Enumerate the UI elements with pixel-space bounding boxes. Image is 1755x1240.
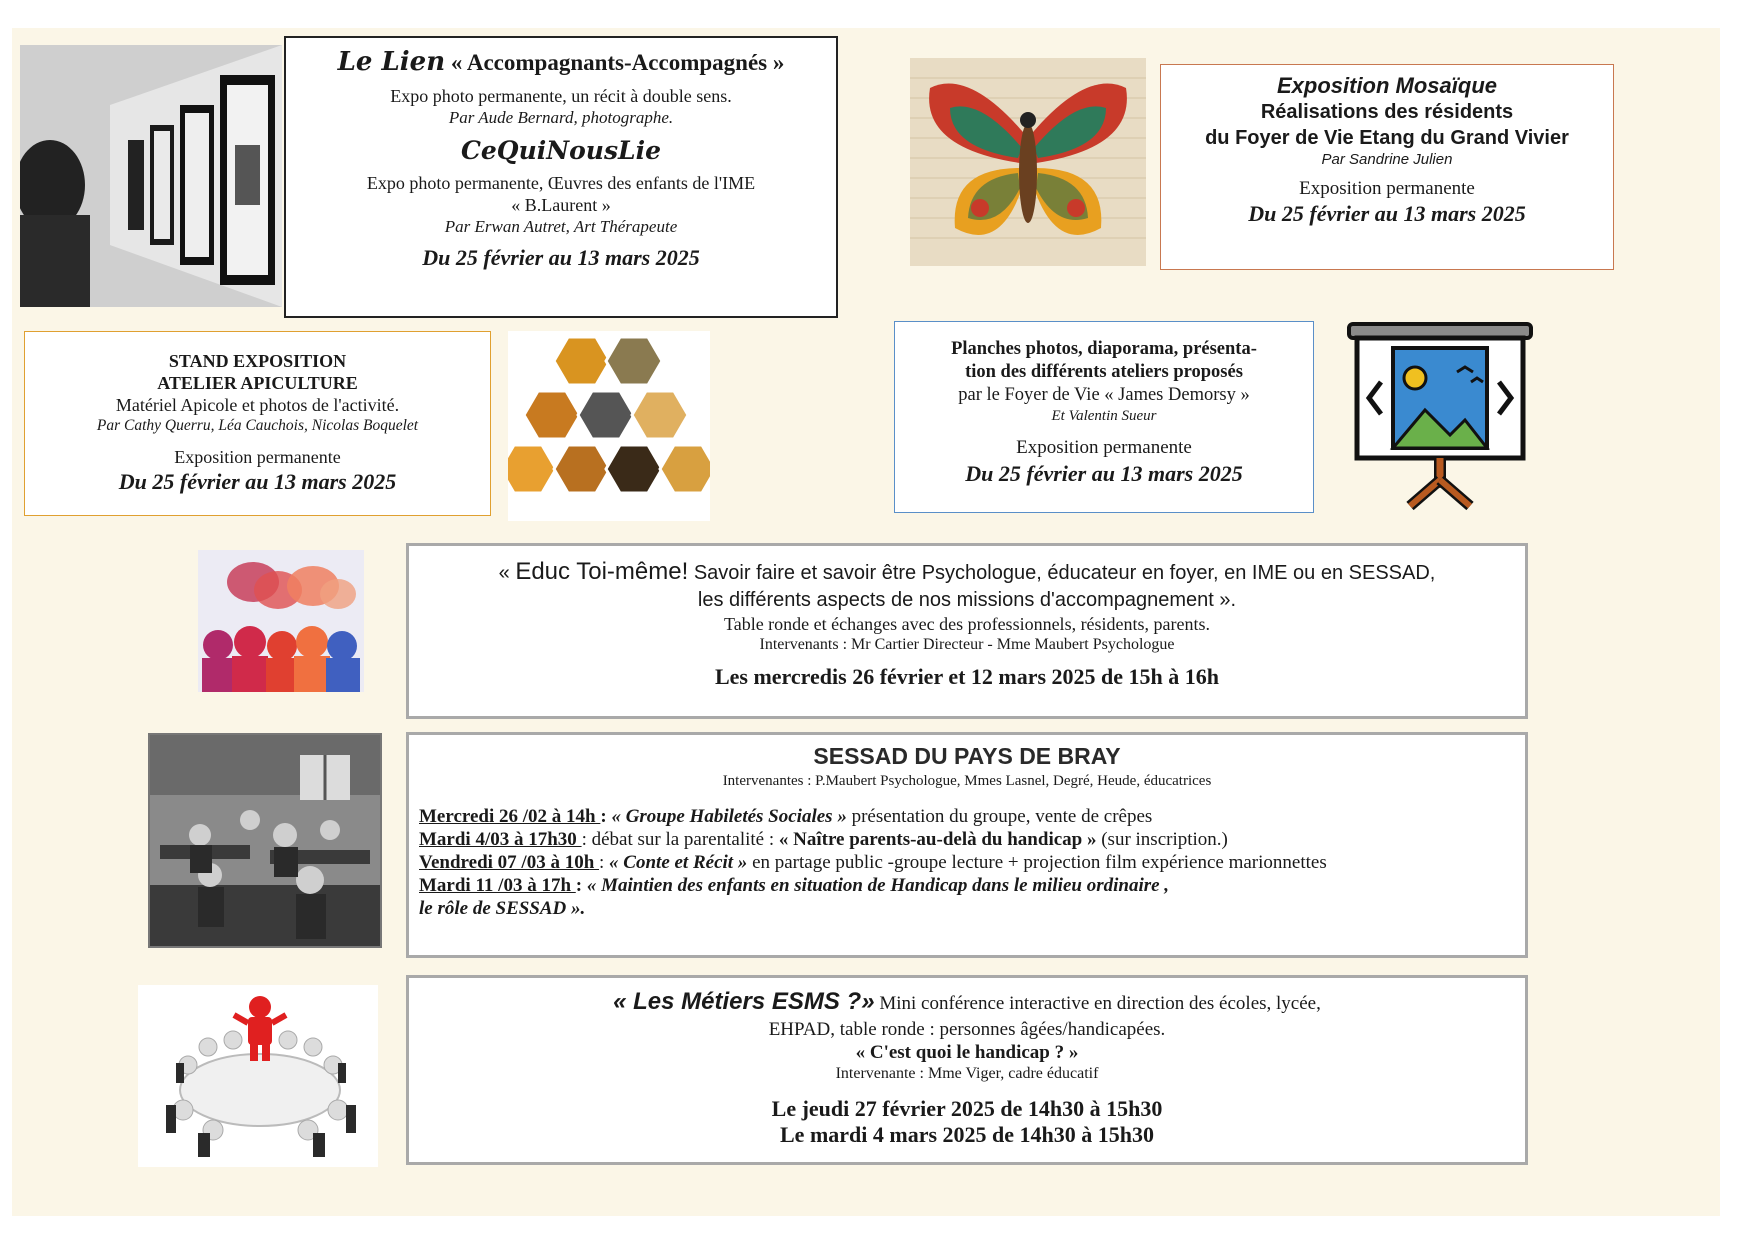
educ-line3: Table ronde et échanges avec des professionnels, résidents, parents. — [723, 614, 1211, 634]
sessad-row-4b: le rôle de SESSAD ». — [419, 898, 586, 919]
le-lien-dates: Du 25 février au 13 mars 2025 — [422, 245, 700, 270]
sessad-row-1: Mercredi 26 /02 à 14h : « Groupe Habiletés Sociales » présentation du groupe, vente de crêpes — [419, 806, 1153, 827]
stand-dates: Du 25 février au 13 mars 2025 — [118, 469, 397, 494]
planches-line3: par le Foyer de Vie « James Demorsy » — [958, 385, 1250, 405]
stand-line2: ATELIER APICULTURE — [157, 373, 358, 393]
stand-apiculture-box — [24, 331, 491, 516]
educ-dates: Les mercredis 26 février et 12 mars 2025 de 15h à 16h — [714, 664, 1220, 689]
sessad-title: SESSAD DU PAYS DE BRAY — [813, 743, 1121, 769]
mosaique-title: Exposition Mosaïque — [1276, 73, 1498, 98]
sessad-row-4: Mardi 11 /03 à 17h : « Maintien des enfants en situation de Handicap dans le milieu ordinaire , — [419, 875, 1170, 896]
sessad-row-3: Vendredi 07 /03 à 10h : « Conte et Récit » en partage public -groupe lecture + projection film expérience marionnettes — [419, 852, 1327, 873]
planches-author: Et Valentin Sueur — [1051, 408, 1157, 424]
cequinouslie-title: CeQuiNousLie — [460, 136, 661, 165]
mosaique-author: Par Sandrine Julien — [1321, 151, 1453, 168]
educ-heading-2: les différents aspects de nos missions d'accompagnement ». — [697, 589, 1237, 611]
sessad-schedule — [419, 805, 1515, 920]
metiers-esms-box — [406, 975, 1528, 1165]
mosaique-box — [1160, 64, 1614, 270]
planches-box — [894, 321, 1314, 513]
educ-toi-meme-box — [406, 543, 1528, 719]
planches-line2: tion des différents ateliers proposés — [965, 362, 1243, 382]
butterfly-mosaic — [910, 58, 1146, 266]
planches-line1: Planches photos, diaporama, présenta- — [951, 339, 1257, 359]
metiers-question: « C'est quoi le handicap ? » — [855, 1042, 1079, 1063]
stand-permanent: Exposition permanente — [174, 447, 341, 467]
le-lien-author: Par Aude Bernard, photographe. — [448, 108, 674, 127]
stand-line1: STAND EXPOSITION — [168, 351, 347, 371]
le-lien-line1: Expo photo permanente, un récit à double sens. — [390, 86, 732, 106]
mosaique-line2: du Foyer de Vie Etang du Grand Vivier — [1205, 127, 1569, 149]
sessad-row-2: Mardi 4/03 à 17h30 : débat sur la parentalité : « Naître parents-au-delà du handicap » (sur inscription.) — [419, 829, 1228, 850]
metiers-date-2: Le mardi 4 mars 2025 de 14h30 à 15h30 — [780, 1122, 1154, 1147]
honey-collage — [508, 331, 710, 521]
le-lien-author2: Par Erwan Autret, Art Thérapeute — [444, 217, 678, 236]
planches-permanent: Exposition permanente — [1016, 437, 1192, 458]
le-lien-box — [284, 36, 838, 318]
presentation-board-icon — [1345, 320, 1535, 512]
classroom-photo — [148, 733, 382, 948]
sessad-intervenants: Intervenantes : P.Maubert Psychologue, Mmes Lasnel, Degré, Heude, éducatrices — [722, 773, 1212, 789]
metiers-date-1: Le jeudi 27 février 2025 de 14h30 à 15h30 — [771, 1096, 1163, 1121]
metiers-intervenante: Intervenante : Mme Viger, cadre éducatif — [835, 1065, 1099, 1082]
le-lien-title: Le Lien « Accompagnants-Accompagnés » — [337, 47, 785, 77]
speech-bubbles-people — [198, 550, 364, 692]
mosaique-permanent: Exposition permanente — [1299, 178, 1475, 199]
le-lien-line3: Expo photo permanente, Œuvres des enfants de l'IME — [366, 173, 756, 193]
mosaique-dates: Du 25 février au 13 mars 2025 — [1248, 201, 1526, 226]
gallery-photo — [20, 45, 282, 307]
round-table-figures — [138, 985, 378, 1167]
planches-dates: Du 25 février au 13 mars 2025 — [965, 461, 1243, 486]
educ-intervenants: Intervenants : Mr Cartier Directeur - Mme Maubert Psychologue — [759, 636, 1175, 653]
metiers-line2: EHPAD, table ronde : personnes âgées/handicapées. — [768, 1019, 1166, 1040]
stand-authors: Par Cathy Querru, Léa Cauchois, Nicolas Boquelet — [96, 417, 419, 434]
metiers-heading: « Les Métiers ESMS ?» Mini conférence interactive en direction des écoles, lycée, — [613, 988, 1321, 1015]
educ-heading: « Educ Toi-même! Savoir faire et savoir être Psychologue, éducateur en foyer, en IME ou en SESSAD, — [498, 558, 1436, 585]
le-lien-line4: « B.Laurent » — [511, 195, 611, 215]
mosaique-line1: Réalisations des résidents — [1260, 101, 1514, 123]
stand-line3: Matériel Apicole et photos de l'activité. — [115, 395, 400, 415]
sessad-box — [406, 732, 1528, 958]
